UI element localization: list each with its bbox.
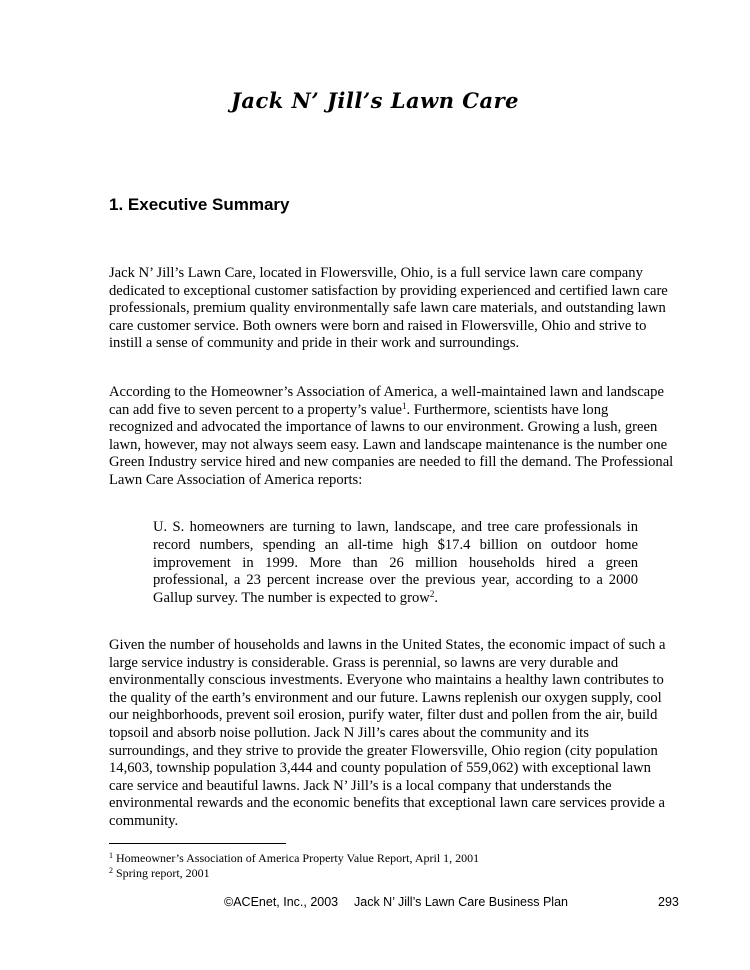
text-segment: Gallup survey. The number is expected to grow xyxy=(153,590,430,607)
footnote-2 xyxy=(109,866,210,880)
page-number: 293 xyxy=(658,895,679,909)
paragraph-economic-impact xyxy=(109,637,684,831)
text-line: Lawn Care Association of America reports: xyxy=(109,471,363,488)
text-line: Green Industry service hired and new companies are needed to fill the demand. The Professional xyxy=(109,454,674,471)
text-line: lawn, however, may not always seem easy. Lawn and landscape maintenance is the number one xyxy=(109,436,668,453)
footnote-divider xyxy=(109,843,286,844)
quote-line: U. S. homeowners are turning to lawn, landscape, and tree care professionals in xyxy=(153,519,638,535)
text-line: instill a sense of community and pride in their work and surroundings. xyxy=(109,335,520,352)
text-line xyxy=(109,402,684,420)
footer-copyright: ©ACEnet, Inc., 2003 xyxy=(224,895,339,909)
text-line: care service and beautiful lawns. Jack N’ Jill’s is a local company that understands the xyxy=(109,777,612,794)
block-quote xyxy=(153,519,638,608)
footnote-text: Homeowner’s Association of America Property Value Report, April 1, 2001 xyxy=(113,851,480,865)
text-line: care customer service. Both owners were born and raised in Flowersville, Ohio and strive to xyxy=(109,317,647,334)
text-line: 14,603, township population 3,444 and county population of 559,062) with exceptional lawn xyxy=(109,760,651,777)
footnote-ref-1: 1 xyxy=(401,400,407,411)
text-line: environmentally conscious investments. Everyone who maintains a healthy lawn contributes to xyxy=(109,672,664,689)
footnote-ref-2: 2 xyxy=(429,589,435,600)
text-segment: . Furthermore, scientists have long xyxy=(406,401,609,418)
footer-document-title: Jack N’ Jill’s Lawn Care Business Plan xyxy=(354,895,568,909)
paragraph-intro xyxy=(109,265,684,353)
footnote-number: 2 xyxy=(109,866,113,875)
text-line: Given the number of households and lawns in the United States, the economic impact of such a xyxy=(109,637,666,653)
footnote-text: Spring report, 2001 xyxy=(113,866,210,880)
section-heading: 1. Executive Summary xyxy=(109,195,290,214)
quote-line xyxy=(153,590,638,608)
text-line: surroundings, and they strive to provide the greater Flowersville, Ohio region (city population xyxy=(109,742,658,759)
footnote-1 xyxy=(109,851,479,865)
text-line: professionals, premium quality environmentally safe lawn care materials, and outstanding lawn xyxy=(109,300,666,317)
document-title: Jack N’ Jill’s Lawn Care xyxy=(230,88,520,113)
text-line: environmental rewards and the economic benefits that exceptional lawn care services provide a xyxy=(109,795,665,812)
text-line: According to the Homeowner’s Association of America, a well-maintained lawn and landscape xyxy=(109,384,664,400)
text-segment: can add five to seven percent to a property’s value xyxy=(109,401,402,418)
text-line: our neighborhoods, prevent soil erosion, purify water, filter dust and pollen from the air, build xyxy=(109,707,658,724)
text-line: the quality of the earth’s environment and our future. Lawns replenish our oxygen supply, cool xyxy=(109,689,662,706)
text-line: large service industry is considerable. Grass is perennial, so lawns are very durable and xyxy=(109,654,619,671)
text-line: topsoil and absorb noise pollution. Jack N Jill’s cares about the community and its xyxy=(109,724,589,741)
text-segment: . xyxy=(434,590,438,607)
text-line: community. xyxy=(109,812,179,829)
paragraph-homeowners xyxy=(109,384,684,490)
text-line: recognized and advocated the importance of lawns to our environment. Growing a lush, green xyxy=(109,419,658,436)
quote-line: professional, a 23 percent increase over the previous year, according to a 2000 xyxy=(153,572,638,589)
text-line: dedicated to exceptional customer satisfaction by providing experienced and certified lawn care xyxy=(109,282,668,299)
quote-line: improvement in 1999. More than 26 million households hired a green xyxy=(153,554,638,571)
footnote-number: 1 xyxy=(109,851,113,860)
text-line: Jack N’ Jill’s Lawn Care, located in Flowersville, Ohio, is a full service lawn care company xyxy=(109,265,643,281)
quote-line: record numbers, spending an all-time high $17.4 billion on outdoor home xyxy=(153,536,638,553)
